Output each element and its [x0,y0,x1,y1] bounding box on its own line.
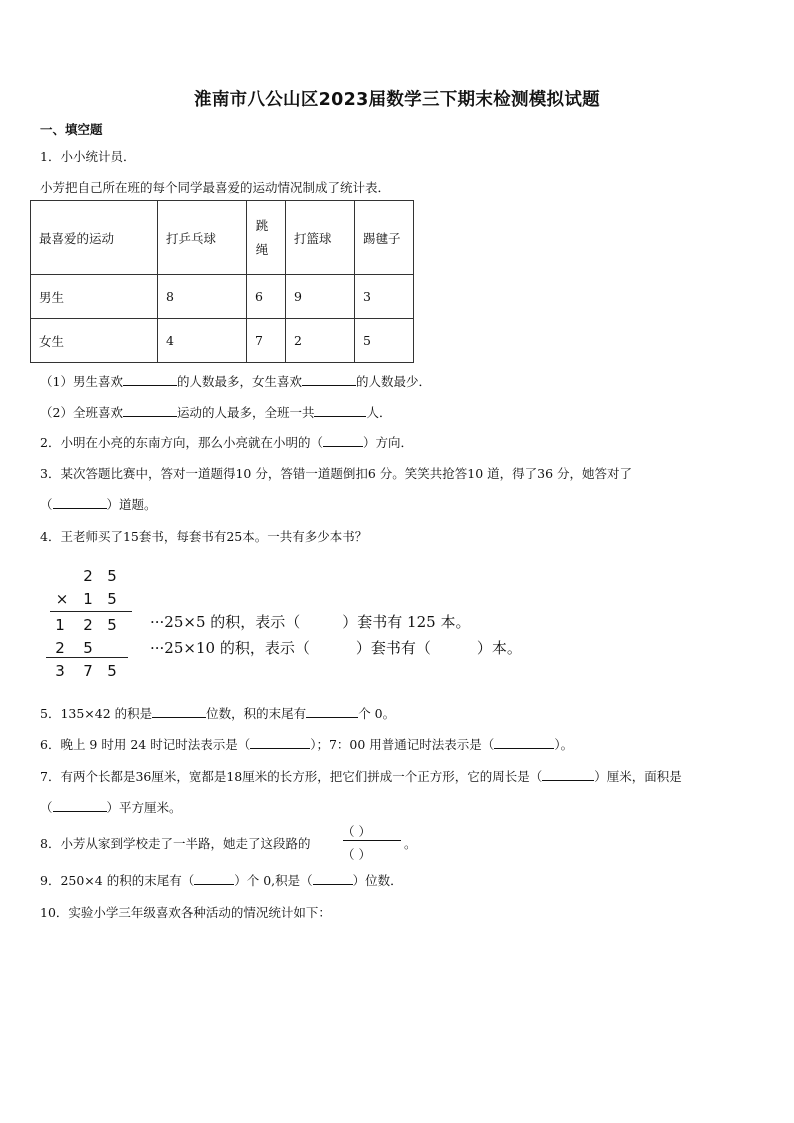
text-segment: 6．晚上 9 时用 24 时记时法表示是（ [40,737,251,752]
table-cell: 4 [158,319,247,363]
page-title: 淮南市八公山区2023届数学三下期末检测模拟试题 [194,90,600,110]
text-segment: 个 0。 [358,706,396,721]
text-segment: 8．小芳从家到学校走了一半路，她走了这段路的 [40,836,311,851]
answer-blank[interactable] [53,496,107,509]
text-segment: 人． [366,405,392,420]
text-segment: ···25×10 的积，表示（ [150,639,310,657]
sports-stats-table [30,200,414,363]
text-segment: ）个 0,积是（ [234,873,313,888]
digit: 2 [83,616,93,634]
digit: 5 [107,662,117,680]
vertical-char: 绳 [255,241,269,257]
table-header-cell: 最喜爱的运动 [31,201,158,275]
text-segment: 7．有两个长都是36厘米，宽都是18厘米的长方形，把它们拼成一个正方形，它的周长是（ [40,769,543,784]
text-segment: ）方向． [362,435,413,450]
digit: 5 [107,616,117,634]
table-header-cell: 打篮球 [286,201,355,275]
answer-blank[interactable] [53,799,107,812]
text-segment: （ [40,800,53,815]
question-7-line-1 [40,767,682,785]
table-cell: 男生 [31,275,158,319]
text-segment: （2）全班喜欢 [40,405,123,420]
text-segment: ）套书有（ [355,639,431,657]
text-segment: ）道题。 [106,497,157,512]
question-7-line-2 [40,798,182,816]
question-8-end: 。 [404,836,417,851]
digit: 2 [83,567,93,585]
text-segment: ）厘米，面积是 [594,769,682,784]
fraction-bar [343,840,401,841]
question-1-title: 1．小小统计员． [40,149,136,164]
table-cell: 2 [286,319,355,363]
table-row [31,319,414,363]
text-segment: ）位数． [352,873,403,888]
table-cell: 9 [286,275,355,319]
digit: 5 [107,567,117,585]
question-3-line-1: 3．某次答题比赛中，答对一道题得10 分，答错一道题倒扣6 分。笑笑共抢答10 道，得了36 分，她答对了 [40,466,633,481]
text-segment: ）本。 [476,639,522,657]
question-4: 4．王老师买了15套书，每套书有25本。一共有多少本书？ [40,529,368,544]
answer-blank[interactable] [542,768,594,781]
digit: 5 [83,639,93,657]
question-2 [40,433,413,451]
vertical-char: 跳 [255,217,269,233]
fraction-denominator[interactable]: （ ） [342,847,371,862]
table-header-cell: 打乒乓球 [158,201,247,275]
digit: 7 [83,662,93,680]
question-1-intro: 小芳把自己所在班的每个同学最喜爱的运动情况制成了统计表． [40,180,391,195]
text-segment: （ [40,497,53,512]
digit: 2 [55,639,65,657]
table-cell: 6 [247,275,286,319]
calc-rule [46,657,128,658]
text-segment: ）套书有 125 本。 [342,613,471,631]
question-10: 10．实验小学三年级喜欢各种活动的情况统计如下： [40,905,331,920]
question-1-part-2 [40,403,392,421]
table-header-cell: 踢毽子 [355,201,414,275]
table-cell: 5 [355,319,414,363]
table-header-row [31,201,414,275]
fraction-numerator[interactable]: （ ） [342,824,371,839]
answer-blank[interactable] [314,404,366,417]
section-heading: 一、填空题 [40,122,103,137]
text-segment: ）平方厘米。 [106,800,182,815]
question-5 [40,704,395,722]
table-cell: 8 [158,275,247,319]
answer-blank[interactable] [123,373,177,386]
digit: 3 [55,662,65,680]
text-segment: 2．小明在小亮的东南方向，那么小亮就在小明的（ [40,435,323,450]
answer-blank[interactable] [250,736,310,749]
answer-blank[interactable] [152,705,206,718]
question-3-line-2 [40,495,157,513]
answer-blank[interactable] [123,404,177,417]
answer-blank[interactable] [323,434,363,447]
text-segment: 5．135×42 的积是 [40,706,153,721]
answer-blank[interactable] [494,736,554,749]
text-segment: 位数，积的末尾有 [206,706,307,721]
answer-blank[interactable] [194,872,234,885]
question-1-part-1 [40,372,431,390]
calc-rule [50,611,132,612]
times-sign: × [55,590,69,608]
calc-note-2 [150,637,522,658]
question-8 [40,834,310,852]
answer-blank[interactable] [313,872,353,885]
text-segment: （1）男生喜欢 [40,374,123,389]
table-cell: 女生 [31,319,158,363]
answer-blank[interactable] [302,373,356,386]
table-cell: 7 [247,319,286,363]
digit: 5 [107,590,117,608]
answer-blank[interactable] [306,705,358,718]
text-segment: 9．250×4 的积的末尾有（ [40,873,195,888]
text-segment: 运动的人最多，全班一共 [176,405,315,420]
question-6 [40,735,573,753]
text-segment: ）。 [554,737,574,752]
text-segment: ···25×5 的积，表示（ [150,613,301,631]
table-cell: 3 [355,275,414,319]
text-segment: ）；7：00 用普通记时法表示是（ [310,737,495,752]
table-row [31,275,414,319]
calc-note-1 [150,611,470,632]
text-segment: 的人数最少． [355,374,431,389]
question-9 [40,871,403,889]
digit: 1 [55,616,65,634]
text-segment: 的人数最多，女生喜欢 [176,374,302,389]
digit: 1 [83,590,93,608]
table-header-cell [247,201,286,275]
